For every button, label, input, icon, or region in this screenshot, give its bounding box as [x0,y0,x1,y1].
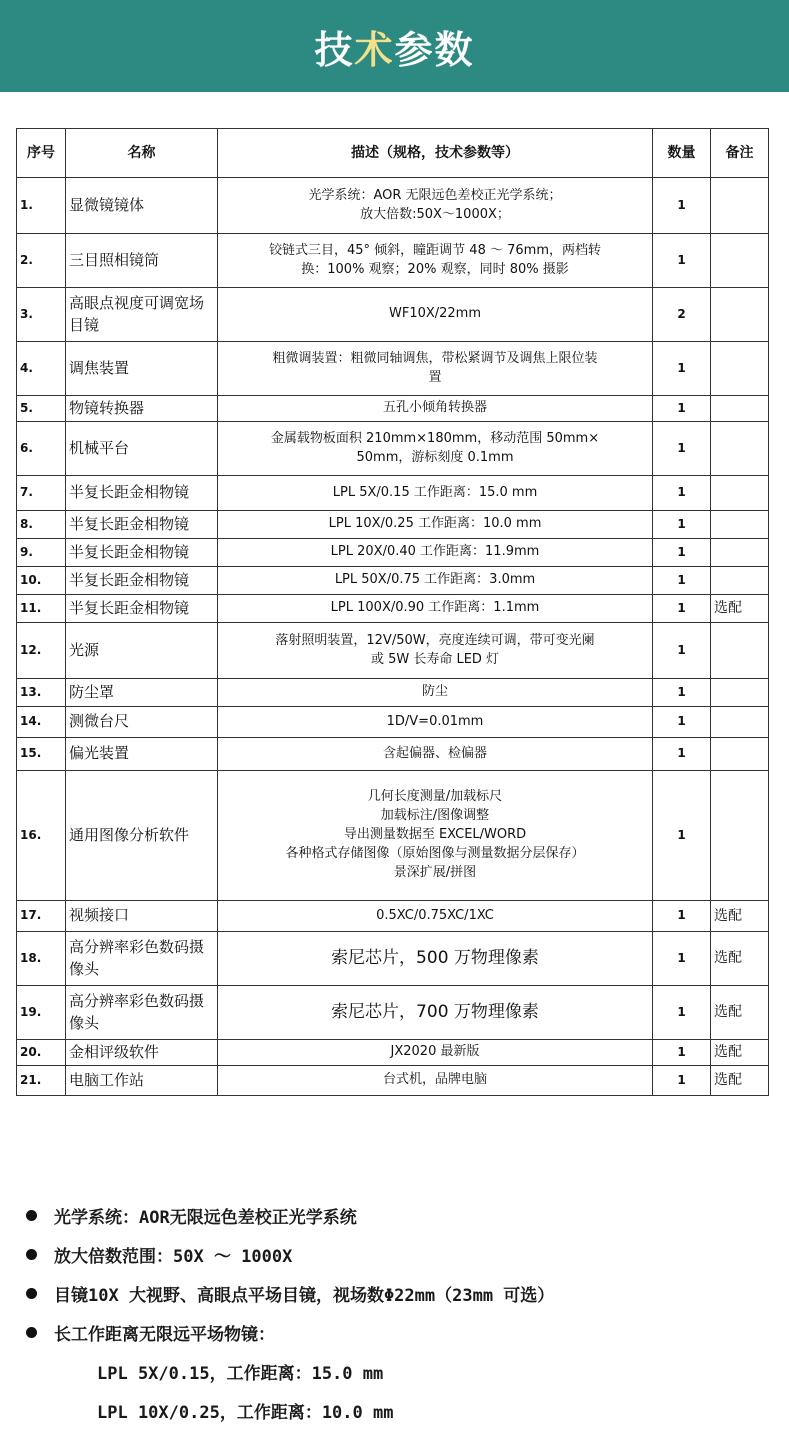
row-quantity: 1 [653,707,711,738]
row-description [218,422,653,476]
description-line: WF10X/22mm [388,306,482,322]
row-name: 半复长距金相物镜 [66,567,218,595]
description-line: 防尘 [421,684,448,700]
row-number: 3. [17,288,66,342]
row-number: 12. [17,623,66,679]
row-name: 通用图像分析软件 [66,771,218,901]
row-number: 11. [17,595,66,623]
row-note: 选配 [711,986,769,1040]
list-item-text: 目镜10X 大视野、高眼点平场目镜，视场数Φ22mm（23mm 可选） [54,1286,555,1306]
description-line: 五孔小倾角转换器 [382,400,487,416]
row-number: 9. [17,539,66,567]
title-part-3: 参数 [394,27,475,72]
row-name: 机械平台 [66,422,218,476]
row-name: 测微台尺 [66,707,218,738]
description-line: LPL 50X/0.75 工作距离：3.0mm [334,572,536,588]
row-number: 4. [17,342,66,396]
row-note: 选配 [711,1066,769,1096]
row-note [711,623,769,679]
description-line: 几何长度测量/加载标尺 [367,789,503,805]
table-row [17,932,769,986]
row-number: 7. [17,476,66,511]
row-quantity: 1 [653,623,711,679]
row-name: 半复长距金相物镜 [66,539,218,567]
row-number: 16. [17,771,66,901]
row-description [218,342,653,396]
description-line: 金属载物板面积 210mm×180mm，移动范围 50mm× [270,430,600,446]
description-line: 粗微调装置：粗微同轴调焦，带松紧调节及调焦上限位装 [272,350,598,366]
table-row [17,623,769,679]
description-line: JX2020 最新版 [390,1044,480,1060]
row-description [218,771,653,901]
title-part-1: 技 [314,27,355,72]
feature-list [24,1196,774,1430]
description-line: 换：100% 观察；20% 观察，同时 80% 摄影 [301,261,569,277]
table-row [17,178,769,234]
row-quantity: 1 [653,771,711,901]
row-name: 半复长距金相物镜 [66,476,218,511]
row-name: 高分辨率彩色数码摄像头 [66,932,218,986]
page-header [0,0,789,92]
description-line: 1D/V=0.01mm [386,713,484,729]
row-number: 10. [17,567,66,595]
bullet-dot-icon [26,1210,37,1221]
row-note [711,422,769,476]
row-description [218,623,653,679]
description-line: LPL 5X/0.15 工作距离：15.0 mm [332,484,538,500]
row-description [218,476,653,511]
table-row [17,234,769,288]
row-note [711,567,769,595]
row-number: 18. [17,932,66,986]
table-row [17,422,769,476]
table-row [17,342,769,396]
row-description [218,178,653,234]
row-note [711,288,769,342]
row-number: 20. [17,1040,66,1066]
row-name: 半复长距金相物镜 [66,595,218,623]
description-line: 台式机，品牌电脑 [382,1072,487,1088]
row-name: 视频接口 [66,901,218,932]
description-line: 放大倍数:50X～1000X； [360,206,510,222]
table-row [17,771,769,901]
row-note [711,707,769,738]
row-number: 14. [17,707,66,738]
row-note [711,342,769,396]
row-note: 选配 [711,901,769,932]
row-description [218,1066,653,1096]
description-line: LPL 10X/0.25 工作距离：10.0 mm [328,516,542,532]
list-item [24,1196,774,1235]
sub-list-item: LPL 10X/0.25，工作距离：10.0 mm [97,1403,394,1423]
page-title [314,19,474,74]
row-number: 1. [17,178,66,234]
row-note: 选配 [711,595,769,623]
description-line: 含起偏器、检偏器 [382,745,487,761]
row-note [711,738,769,771]
list-item-text: 放大倍数范围：50X ～ 1000X [54,1247,293,1267]
row-note [711,539,769,567]
bullet-dot-icon [26,1249,37,1260]
row-quantity: 2 [653,288,711,342]
row-name: 电脑工作站 [66,1066,218,1096]
row-name: 半复长距金相物镜 [66,511,218,539]
table-row [17,511,769,539]
row-note: 选配 [711,932,769,986]
row-description [218,511,653,539]
row-name: 显微镜镜体 [66,178,218,234]
row-quantity: 1 [653,342,711,396]
description-line: 索尼芯片，700 万物理像素 [331,1002,539,1023]
row-description [218,539,653,567]
row-description [218,396,653,422]
row-note [711,771,769,901]
row-quantity: 1 [653,539,711,567]
row-number: 15. [17,738,66,771]
row-description [218,932,653,986]
row-number: 19. [17,986,66,1040]
row-quantity: 1 [653,1066,711,1096]
row-number: 8. [17,511,66,539]
description-line: 各种格式存储图像（原始图像与测量数据分层保存） [285,845,585,861]
table-header-row [17,129,769,178]
row-quantity: 1 [653,1040,711,1066]
row-number: 6. [17,422,66,476]
table-row [17,1040,769,1066]
list-item [24,1235,774,1274]
list-item-text: 长工作距离无限远平场物镜： [54,1325,275,1345]
row-note [711,679,769,707]
row-quantity: 1 [653,178,711,234]
table-row [17,707,769,738]
row-description [218,1040,653,1066]
row-name: 偏光装置 [66,738,218,771]
table-row [17,679,769,707]
description-line: 导出测量数据至 EXCEL/WORD [343,827,527,843]
description-line: 落射照明装置，12V/50W，亮度连续可调，带可变光阑 [275,632,595,648]
description-line: LPL 100X/0.90 工作距离：1.1mm [330,600,540,616]
list-item [24,1313,774,1352]
table-row [17,567,769,595]
row-quantity: 1 [653,738,711,771]
row-description [218,986,653,1040]
table-row [17,476,769,511]
row-name: 高分辨率彩色数码摄像头 [66,986,218,1040]
table-body [17,178,769,1096]
row-description [218,901,653,932]
row-description [218,738,653,771]
table-row [17,539,769,567]
description-line: 景深扩展/拼图 [393,864,477,880]
list-item-text: 光学系统：AOR无限远色差校正光学系统 [54,1208,357,1228]
row-description [218,288,653,342]
bullet-dot-icon [26,1288,37,1299]
row-name: 调焦装置 [66,342,218,396]
col-header-desc: 描述（规格，技术参数等） [218,129,653,178]
row-quantity: 1 [653,679,711,707]
row-name: 防尘罩 [66,679,218,707]
col-header-name: 名称 [66,129,218,178]
row-quantity: 1 [653,511,711,539]
row-quantity: 1 [653,422,711,476]
table-row [17,1066,769,1096]
description-line: 50mm，游标刻度 0.1mm [356,449,514,465]
row-name: 高眼点视度可调宽场目镜 [66,288,218,342]
row-quantity: 1 [653,986,711,1040]
row-name: 物镜转换器 [66,396,218,422]
description-line: 置 [428,369,442,385]
col-header-no: 序号 [17,129,66,178]
row-number: 2. [17,234,66,288]
sub-list-item: LPL 5X/0.15，工作距离：15.0 mm [97,1364,384,1384]
row-number: 5. [17,396,66,422]
list-item [24,1274,774,1313]
row-description [218,234,653,288]
row-quantity: 1 [653,234,711,288]
table-row [17,288,769,342]
table-row [17,738,769,771]
table-row [17,396,769,422]
table-row [17,901,769,932]
row-note [711,396,769,422]
description-line: 或 5W 长寿命 LED 灯 [370,651,500,667]
row-quantity: 1 [653,567,711,595]
row-quantity: 1 [653,396,711,422]
row-note [711,511,769,539]
row-quantity: 1 [653,476,711,511]
row-name: 三目照相镜筒 [66,234,218,288]
row-note [711,476,769,511]
spec-table [16,128,769,1096]
row-note [711,234,769,288]
row-number: 13. [17,679,66,707]
col-header-note: 备注 [711,129,769,178]
table-row [17,595,769,623]
col-header-qty: 数量 [653,129,711,178]
title-part-2: 术 [354,27,395,72]
description-line: LPL 20X/0.40 工作距离：11.9mm [330,544,540,560]
row-description [218,595,653,623]
row-quantity: 1 [653,932,711,986]
description-line: 加载标注/图像调整 [380,808,490,824]
row-number: 21. [17,1066,66,1096]
row-description [218,567,653,595]
table-row [17,986,769,1040]
row-quantity: 1 [653,901,711,932]
row-note: 选配 [711,1040,769,1066]
description-line: 索尼芯片，500 万物理像素 [331,948,539,969]
row-description [218,707,653,738]
row-name: 光源 [66,623,218,679]
row-quantity: 1 [653,595,711,623]
row-description [218,679,653,707]
row-note [711,178,769,234]
row-name: 金相评级软件 [66,1040,218,1066]
description-line: 0.5XC/0.75XC/1XC [376,907,494,923]
description-line: 铰链式三目，45° 倾斜，瞳距调节 48 ～ 76mm，两档转 [269,242,601,258]
row-number: 17. [17,901,66,932]
bullet-dot-icon [26,1327,37,1338]
description-line: 光学系统：AOR 无限远色差校正光学系统； [308,187,562,203]
